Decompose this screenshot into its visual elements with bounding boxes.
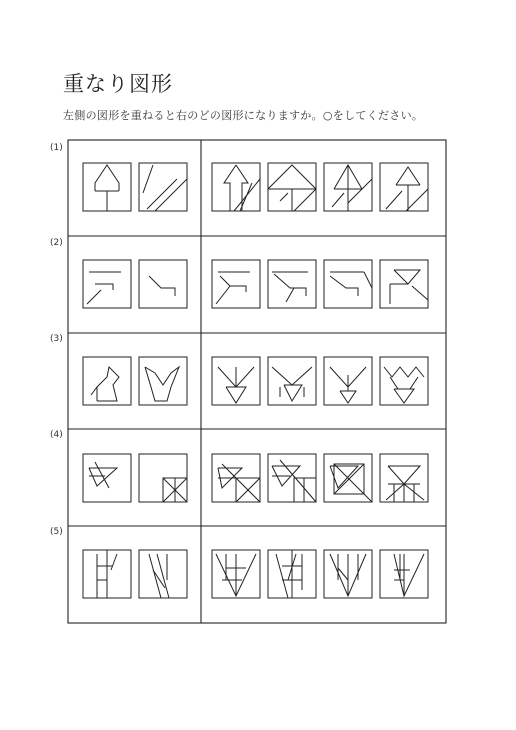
problem-1-piece-b <box>139 163 187 211</box>
problem-4-option-a[interactable] <box>212 454 260 502</box>
problem-5-piece-b <box>139 550 187 598</box>
problem-5-figures <box>83 550 428 598</box>
problem-1-option-d[interactable] <box>380 163 428 211</box>
problem-2-figures <box>83 260 428 308</box>
problem-number-4: (4) <box>50 430 63 440</box>
problem-3-option-d[interactable] <box>380 357 428 405</box>
worksheet-instruction: 左側の図形を重ねると右のどの図形になりますか。○をしてください。 <box>63 109 424 122</box>
problem-4-figures <box>83 454 428 502</box>
problem-number-2: (2) <box>50 238 63 248</box>
problem-3-option-b[interactable] <box>268 357 316 405</box>
problem-4-piece-b <box>139 454 187 502</box>
problem-3-piece-a <box>83 357 131 405</box>
problem-1-piece-a <box>83 163 131 211</box>
problem-5-option-d[interactable] <box>380 550 428 598</box>
problem-4-option-d[interactable] <box>380 454 428 502</box>
problem-1-option-b[interactable] <box>268 163 316 211</box>
problem-5-option-a[interactable] <box>212 550 260 598</box>
problem-5-piece-a <box>83 550 131 598</box>
problem-number-5: (5) <box>50 527 63 537</box>
problem-3-figures <box>83 357 428 405</box>
problem-4-piece-a <box>83 454 131 502</box>
problem-3-piece-b <box>139 357 187 405</box>
problem-1-figures <box>83 163 428 211</box>
grid-frame <box>68 140 446 623</box>
problem-4-option-c[interactable] <box>324 454 372 502</box>
problem-1-option-c[interactable] <box>324 163 372 211</box>
problem-2-option-c[interactable] <box>324 260 372 308</box>
problem-number-1: (1) <box>50 143 63 153</box>
problem-2-option-a[interactable] <box>212 260 260 308</box>
worksheet-title: 重なり図形 <box>63 72 173 96</box>
problem-2-option-d[interactable] <box>380 260 428 308</box>
problem-1-option-a[interactable] <box>212 163 260 211</box>
problem-2-piece-a <box>83 260 131 308</box>
problem-5-option-b[interactable] <box>268 550 316 598</box>
problem-5-option-c[interactable] <box>324 550 372 598</box>
problem-4-option-b[interactable] <box>268 454 316 502</box>
problem-number-3: (3) <box>50 334 63 344</box>
problem-2-piece-b <box>139 260 187 308</box>
problem-3-option-a[interactable] <box>212 357 260 405</box>
problem-3-option-c[interactable] <box>324 357 372 405</box>
problem-2-option-b[interactable] <box>268 260 316 308</box>
